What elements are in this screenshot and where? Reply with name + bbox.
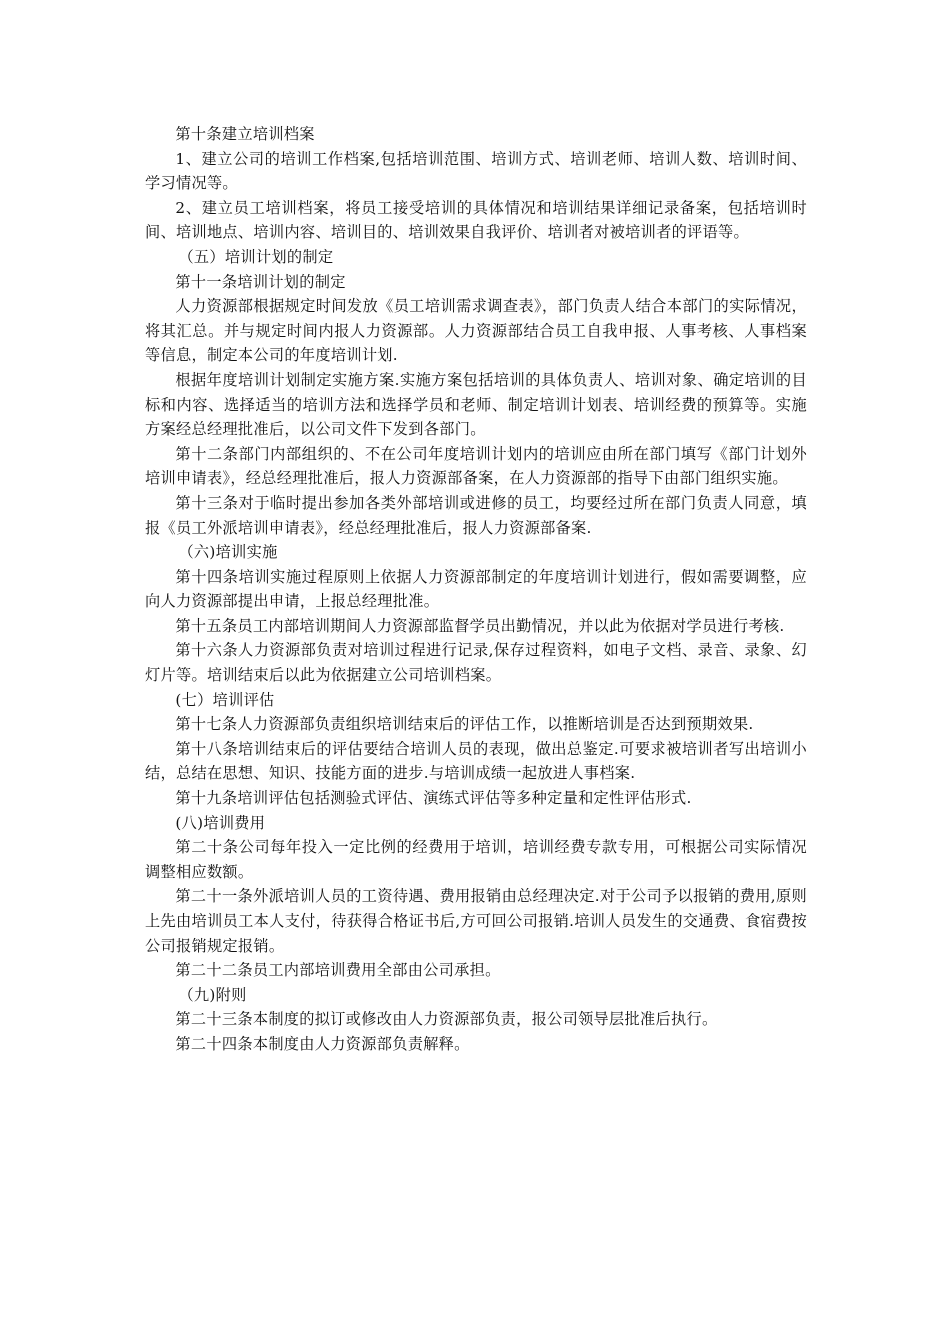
article-16: 第十六条人力资源部负责对培训过程进行记录,保存过程资料，如电子文档、录音、录象、幻灯片等。培训结束后以此为依据建立公司培训档案。: [145, 641, 807, 685]
article-13: 第十三条对于临时提出参加各类外部培训或进修的员工，均要经过所在部门负责人同意，填报《员工外派培训申请表》，经总经理批准后，报人力资源部备案.: [145, 493, 807, 537]
article-20: 第二十条公司每年投入一定比例的经费用于培训，培训经费专款专用，可根据公司实际情况调整相应数额。: [145, 838, 807, 881]
article-10-heading: 第十条建立培训档案: [175, 125, 315, 143]
article-22: 第二十二条员工内部培训费用全部由公司承担。: [175, 961, 501, 980]
article-18: 第十八条培训结束后的评估要结合培训人员的表现，做出总鉴定.可要求被培训者写出培训小结，总结在思想、知识、技能方面的进步.与培训成绩一起放进人事档案.: [145, 739, 807, 783]
article-12: 第十二条部门内部组织的、不在公司年度培训计划内的培训应由所在部门填写《部门计划外培训申请表》，经总经理批准后，报人力资源部备案，在人力资源部的指导下由部门组织实施。: [145, 444, 807, 488]
article-17: 第十七条人力资源部负责组织培训结束后的评估工作，以推断培训是否达到预期效果.: [175, 715, 754, 734]
article-21: 第二十一条外派培训人员的工资待遇、费用报销由总经理决定.对于公司予以报销的费用,原则上先由培训员工本人支付，待获得合格证书后,方可回公司报销.培训人员发生的交通费、食宿费按公司报销规定报销。: [145, 887, 807, 955]
section-5-heading: （五）培训计划的制定: [178, 247, 334, 266]
section-7-heading: (七）培训评估: [175, 690, 275, 709]
article-15: 第十五条员工内部培训期间人力资源部监督学员出勤情况，并以此为依据对学员进行考核.: [175, 616, 785, 635]
article-11-heading: 第十一条培训计划的制定: [175, 272, 346, 291]
document-body: [145, 122, 807, 1057]
article-24: 第二十四条本制度由人力资源部负责解释。: [175, 1034, 470, 1053]
article-10-item-2: 2、建立员工培训档案，将员工接受培训的具体情况和培训结果详细记录备案，包括培训时间、培训地点、培训内容、培训目的、培训效果自我评价、培训者对被培训者的评语等。: [145, 198, 807, 242]
section-8-heading: (八)培训费用: [175, 813, 266, 832]
section-6-heading: （六)培训实施: [178, 543, 278, 562]
article-23: 第二十三条本制度的拟订或修改由人力资源部负责，报公司领导层批准后执行。: [175, 1010, 718, 1029]
article-19: 第十九条培训评估包括测验式评估、演练式评估等多种定量和定性评估形式.: [175, 789, 692, 808]
article-11-paragraph-1: 人力资源部根据规定时间发放《员工培训需求调查表》，部门负责人结合本部门的实际情况，将其汇总。并与规定时间内报人力资源部。人力资源部结合员工自我申报、人事考核、人事档案等信息，制定本公司的年度培训计划.: [145, 297, 807, 365]
section-9-heading: （九)附则: [178, 985, 247, 1004]
article-14: 第十四条培训实施过程原则上依据人力资源部制定的年度培训计划进行，假如需要调整，应向人力资源部提出申请，上报总经理批准。: [145, 567, 807, 611]
article-11-paragraph-2: 根据年度培训计划制定实施方案.实施方案包括培训的具体负责人、培训对象、确定培训的目标和内容、选择适当的培训方法和选择学员和老师、制定培训计划表、培训经费的预算等。实施方案经总经理批准后，以公司文件下发到各部门。: [145, 370, 807, 439]
article-10-item-1: 1、建立公司的培训工作档案,包括培训范围、培训方式、培训老师、培训人数、培训时间、学习情况等。: [145, 149, 807, 193]
